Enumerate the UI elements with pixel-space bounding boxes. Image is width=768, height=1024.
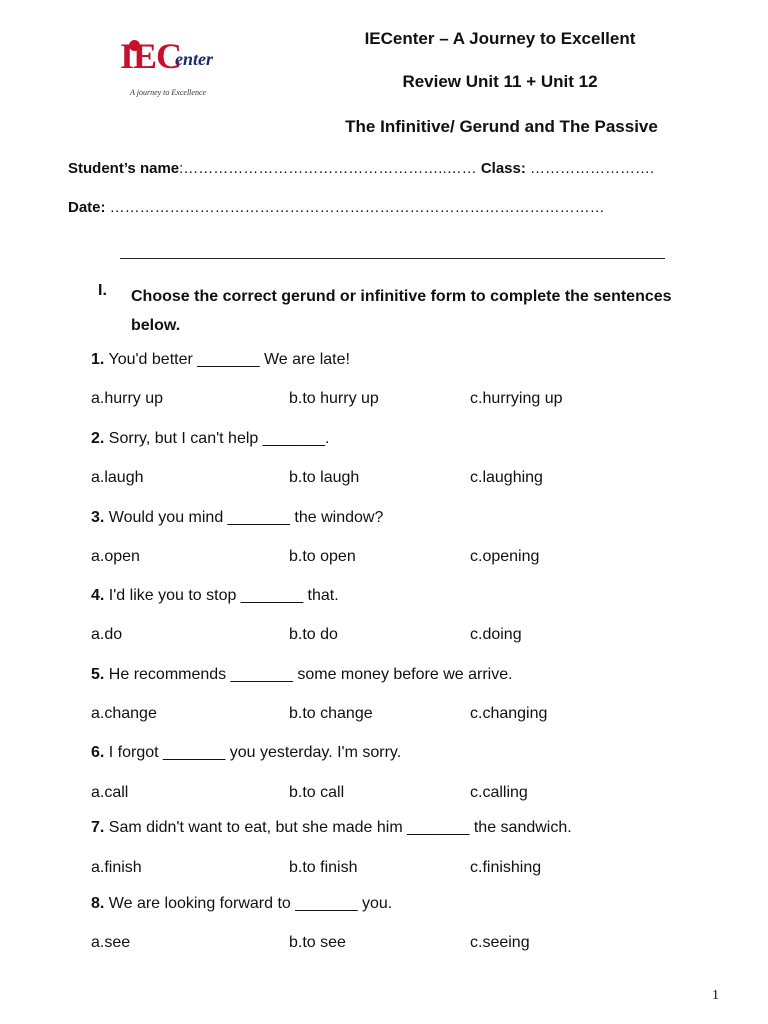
option-c: c.changing	[470, 705, 548, 722]
option-c: c.hurrying up	[470, 390, 563, 407]
question-3	[91, 509, 383, 527]
date-blank: ………………………………………………………………………………………	[105, 199, 605, 216]
option-b: b.to do	[289, 626, 338, 643]
question-4	[91, 587, 339, 605]
option-a: a.do	[91, 626, 123, 643]
option-c: c.doing	[470, 626, 522, 643]
option-b: b.to call	[289, 784, 345, 801]
date-line	[68, 199, 605, 216]
question-6	[91, 744, 401, 762]
question-8	[91, 895, 392, 913]
option-b: b.to laugh	[289, 469, 360, 486]
option-a: a.open	[91, 548, 140, 565]
header-title: IECenter – A Journey to Excellent	[364, 29, 636, 48]
question-number: 3.	[91, 509, 105, 526]
options-5	[91, 705, 671, 727]
option-a: a.call	[91, 784, 129, 801]
question-number: 6.	[91, 744, 105, 761]
option-a: a.hurry up	[91, 390, 164, 407]
question-5	[91, 666, 513, 684]
question-text: Sorry, but I can't help _______.	[104, 430, 330, 447]
option-b: b.to hurry up	[289, 390, 379, 407]
class-blank: …………………….	[525, 160, 655, 177]
header-topic: The Infinitive/ Gerund and The Passive	[345, 117, 658, 136]
question-text: He recommends _______ some money before we arrive.	[104, 666, 513, 683]
options-4	[91, 626, 671, 648]
logo-c: C	[156, 36, 182, 76]
question-number: 5.	[91, 666, 105, 683]
options-6	[91, 784, 671, 806]
options-8	[91, 934, 671, 956]
question-7	[91, 819, 572, 837]
option-c: c.calling	[470, 784, 528, 801]
option-c: c.finishing	[470, 859, 542, 876]
question-number: 2.	[91, 430, 105, 447]
date-label: Date:	[68, 199, 106, 216]
option-c: c.laughing	[470, 469, 543, 486]
question-number: 4.	[91, 587, 105, 604]
divider-rule	[120, 258, 665, 259]
question-text: Sam didn't want to eat, but she made him _______ the sandwich.	[104, 819, 572, 836]
options-3	[91, 548, 671, 570]
option-b: b.to see	[289, 934, 346, 951]
question-text: We are looking forward to _______ you.	[104, 895, 393, 912]
question-text: You'd better _______ We are late!	[104, 351, 350, 368]
question-number: 8.	[91, 895, 105, 912]
options-2	[91, 469, 671, 491]
section-number: I.	[98, 282, 107, 299]
student-name-label: Student’s name	[68, 160, 180, 177]
option-a: a.laugh	[91, 469, 144, 486]
option-a: a.see	[91, 934, 131, 951]
logo-wordmark	[120, 38, 219, 80]
header-subtitle: Review Unit 11 + Unit 12	[402, 72, 598, 91]
question-number: 7.	[91, 819, 105, 836]
option-a: a.finish	[91, 859, 142, 876]
question-1	[91, 351, 350, 369]
question-text: I'd like you to stop _______ that.	[104, 587, 339, 604]
iecenter-logo	[120, 38, 230, 102]
student-class-line	[68, 160, 654, 177]
option-c: c.seeing	[470, 934, 530, 951]
page-number: 1	[712, 988, 719, 1003]
student-name-blank: :……………………………………………..……	[179, 160, 481, 177]
section-instruction: Choose the correct gerund or infinitive form to complete the sentences below.	[131, 288, 672, 334]
option-b: b.to finish	[289, 859, 358, 876]
logo-ie: IE	[120, 36, 157, 76]
question-text: Would you mind _______ the window?	[104, 509, 384, 526]
option-a: a.change	[91, 705, 157, 722]
logo-tagline: A journey to Excellence	[130, 88, 207, 97]
question-number: 1.	[91, 351, 105, 368]
logo-enter: enter	[175, 49, 214, 69]
class-label: Class:	[480, 160, 526, 177]
option-b: b.to change	[289, 705, 373, 722]
options-7	[91, 859, 671, 881]
question-2	[91, 430, 329, 448]
option-c: c.opening	[470, 548, 540, 565]
option-b: b.to open	[289, 548, 356, 565]
options-1	[91, 390, 671, 412]
question-text: I forgot _______ you yesterday. I'm sorry.	[104, 744, 402, 761]
